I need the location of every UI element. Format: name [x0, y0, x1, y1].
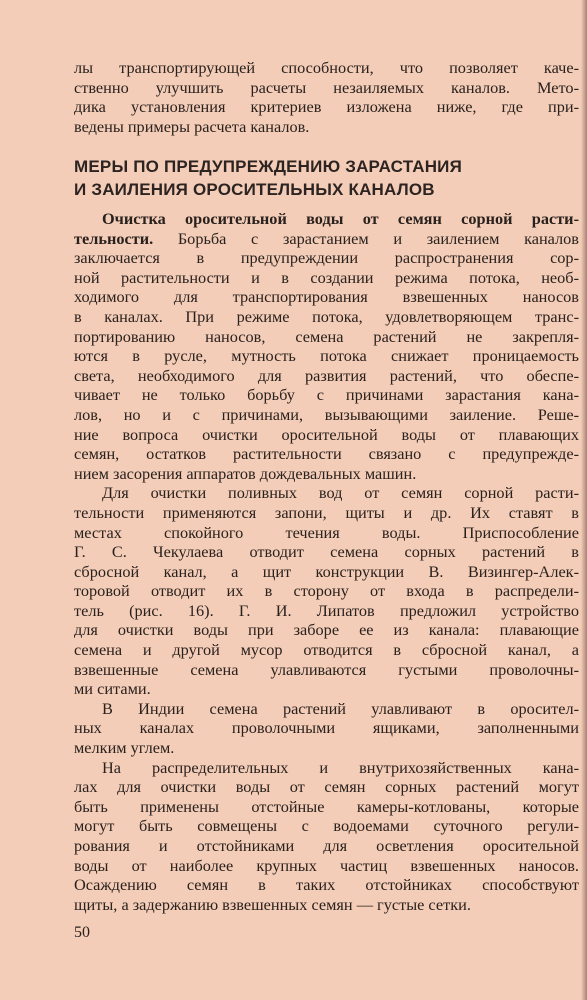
- line-text: мелким углем.: [74, 738, 175, 758]
- body-line: [74, 248, 579, 268]
- line-text: щиты, а задержанию взвешенных семян — густые сетки.: [74, 894, 471, 914]
- line-text: лов, но и с причинами, вызывающими заиление. Реше-: [74, 404, 579, 424]
- line-text: ной растительности и в создании режима потока, необ-: [74, 267, 579, 287]
- body-line: [74, 562, 579, 582]
- body-line: [74, 581, 579, 601]
- bold-lead-in: тельности.: [74, 228, 154, 248]
- line-text: света, необходимого для развития растений, что обеспе-: [74, 365, 579, 385]
- body-line: [74, 836, 579, 856]
- body-line: [74, 542, 579, 562]
- body-line: [74, 718, 579, 738]
- line-text: чивает не только борьбу с причинами зарастания кана-: [74, 385, 579, 405]
- body-line: [74, 797, 579, 817]
- line-text: Борьба с зарастанием и заилением каналов: [153, 228, 579, 248]
- body-line: [74, 287, 579, 307]
- line-text: ходимого для транспортирования взвешенных наносов: [74, 287, 579, 307]
- line-text: семена и другой мусор отводится в сбросной канал, а: [74, 640, 579, 660]
- body-line: [74, 660, 579, 680]
- body-line: [74, 523, 579, 543]
- line-text: Осаждению семян в таких отстойниках способствуют: [74, 875, 579, 895]
- body-line: [74, 620, 579, 640]
- section-heading: [74, 155, 579, 201]
- body-line: [74, 268, 579, 288]
- body-line: [74, 444, 579, 464]
- line-text: ние вопроса очистки оросительной воды от плавающих: [74, 424, 579, 444]
- bold-lead-in: Очистка оросительной воды от семян сорной расти-: [102, 209, 579, 228]
- line-text: В Индии семена растений улавливают в оросител-: [102, 698, 579, 718]
- body-line: [74, 229, 579, 249]
- body-line: [74, 366, 579, 386]
- section-body: [74, 209, 579, 914]
- body-line: [74, 346, 579, 366]
- body-line: [74, 209, 579, 229]
- intro-line: ведены примеры расчета каналов.: [74, 116, 310, 136]
- body-line: [74, 464, 579, 484]
- body-line: [74, 483, 579, 503]
- line-text: Г. С. Чекулаева отводит семена сорных растений в: [74, 542, 579, 562]
- body-line: [74, 856, 579, 876]
- line-text: семян, остатков растительности связано с предупрежде-: [74, 444, 579, 464]
- line-text: сбросной канал, а щит конструкции В. Визингер-Алек-: [74, 561, 579, 581]
- line-text: торовой отводит их в сторону от входа в распредели-: [74, 581, 579, 601]
- body-line: [74, 405, 579, 425]
- body-line: [74, 895, 579, 915]
- line-text: ных каналах проволочными ящиками, заполненными: [74, 718, 579, 738]
- body-paragraph: [74, 209, 579, 483]
- intro-paragraph: [74, 58, 579, 136]
- body-line: [74, 699, 579, 719]
- body-line: [74, 777, 579, 797]
- body-line: [74, 679, 579, 699]
- line-text: рования и отстойниками для осветления оросительной: [74, 836, 579, 855]
- heading-line: И ЗАИЛЕНИЯ ОРОСИТЕЛЬНЫХ КАНАЛОВ: [74, 180, 435, 199]
- body-line: [74, 758, 579, 778]
- line-text: лах для очистки воды от семян сорных растений могут: [74, 777, 579, 797]
- body-paragraph: [74, 483, 579, 699]
- line-text: взвешенные семена улавливаются густыми проволочны-: [74, 659, 579, 679]
- line-text: ми ситами.: [74, 679, 151, 699]
- body-line: [74, 601, 579, 621]
- heading-line: МЕРЫ ПО ПРЕДУПРЕЖДЕНИЮ ЗАРАСТАНИЯ: [74, 157, 463, 176]
- line-text: Для очистки поливных вод от семян сорной расти-: [102, 483, 579, 503]
- line-text: могут быть совмещены с водоемами суточного регули-: [74, 816, 579, 836]
- body-line: [74, 875, 579, 895]
- body-paragraph: [74, 758, 579, 915]
- line-text: нием засорения аппаратов дождевальных машин.: [74, 463, 417, 483]
- line-text: для очистки воды при заборе ее из канала: плавающие: [74, 620, 579, 640]
- line-text: тель (рис. 16). Г. И. Липатов предложил устройство: [74, 600, 579, 620]
- body-line: [74, 307, 579, 327]
- line-text: в каналах. При режиме потока, удовлетворяющем транс-: [74, 306, 579, 326]
- body-line: [74, 503, 579, 523]
- body-line: [74, 816, 579, 836]
- page-number: 50: [74, 924, 90, 941]
- intro-line: лы транспортирующей способности, что позволяет каче-: [74, 58, 579, 77]
- line-text: На распределительных и внутрихозяйственных кана-: [102, 757, 579, 777]
- line-text: ются в русле, мутность потока снижает проницаемость: [74, 346, 579, 366]
- page-edge-shadow: [581, 0, 587, 1000]
- line-text: воды от наиболее крупных частиц взвешенных наносов.: [74, 855, 579, 875]
- body-paragraph: [74, 699, 579, 758]
- body-line: [74, 327, 579, 347]
- body-line: [74, 640, 579, 660]
- body-line: [74, 425, 579, 445]
- line-text: быть применены отстойные камеры-котлованы, которые: [74, 796, 579, 816]
- line-text: заключается в предупреждении распространения сор-: [74, 248, 579, 268]
- line-text: тельности применяются запони, щиты и др. Их ставят в: [74, 502, 579, 522]
- line-text: местах спокойного течения воды. Приспособление: [74, 522, 579, 542]
- line-text: портированию наносов, семена растений не закрепля-: [74, 326, 579, 346]
- intro-line: ственно улучшить расчеты незаиляемых каналов. Мето-: [74, 77, 579, 97]
- intro-line: дика установления критериев изложена ниже, где при-: [74, 97, 579, 117]
- body-line: [74, 385, 579, 405]
- body-line: [74, 738, 579, 758]
